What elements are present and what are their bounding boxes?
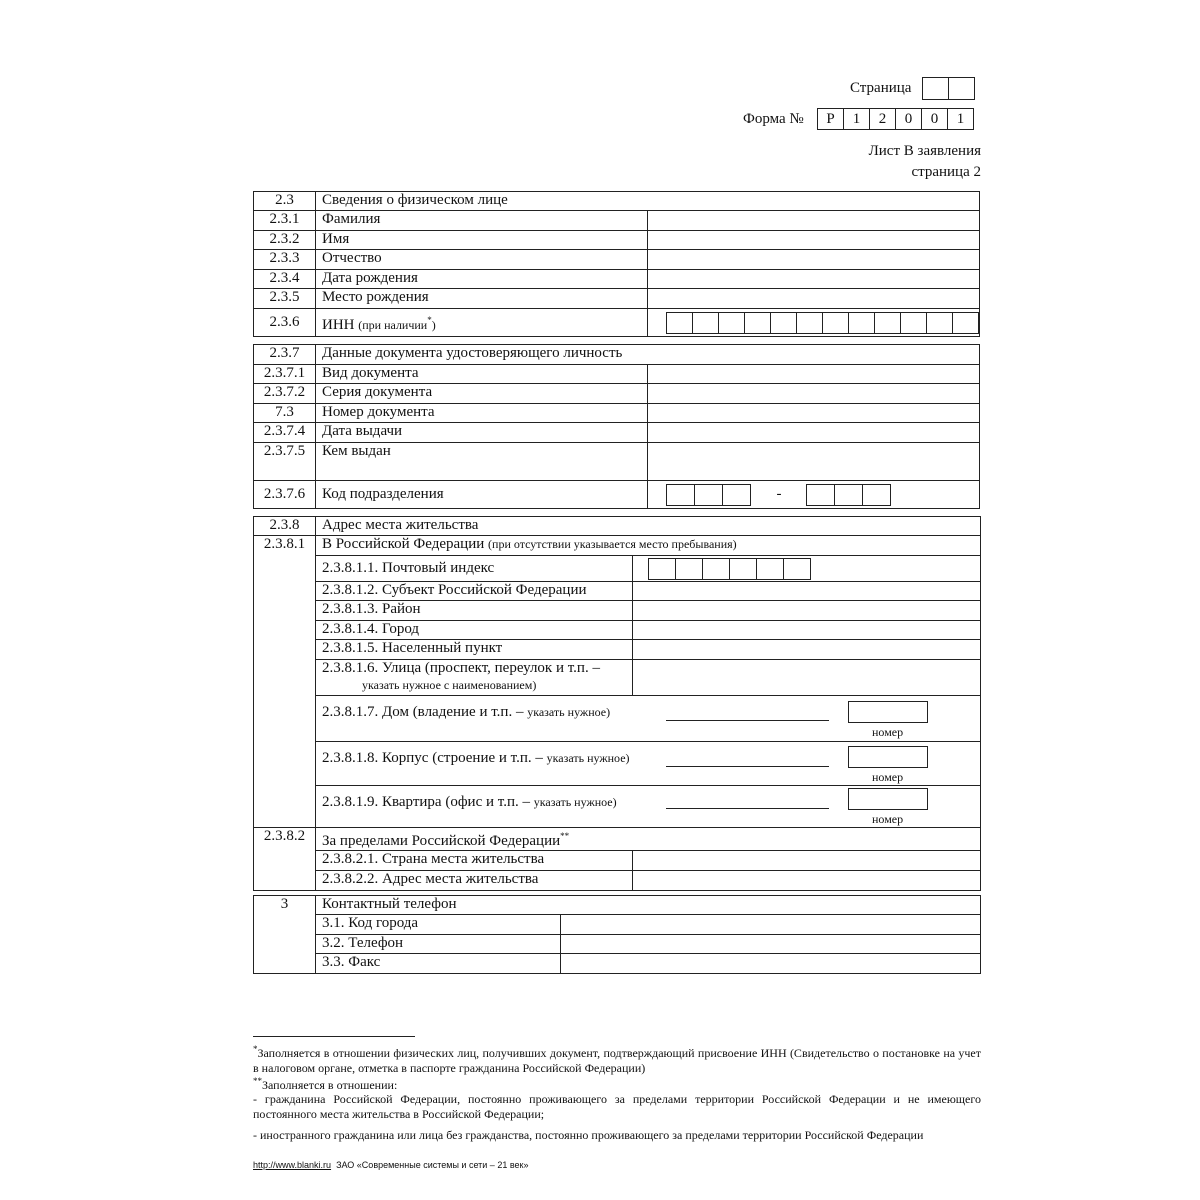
patronymic-field[interactable] — [648, 250, 980, 270]
rf-label: В Российской Федерации — [322, 536, 485, 552]
inn-digit-box[interactable] — [796, 312, 823, 334]
inn-digit-box[interactable] — [900, 312, 927, 334]
section-title: Адрес места жительства — [316, 517, 981, 536]
postal-code-box[interactable] — [648, 558, 676, 580]
house-number-label: номер — [872, 725, 904, 739]
corpus-number-box[interactable] — [848, 746, 928, 768]
inn-digit-box[interactable] — [744, 312, 771, 334]
doc-type-field[interactable] — [648, 365, 980, 384]
footnote-divider — [253, 1036, 415, 1037]
table-row — [254, 896, 981, 915]
sheet-page: страница 2 — [911, 164, 981, 180]
inn-digit-box[interactable] — [692, 312, 719, 334]
form-label: Форма № — [743, 111, 804, 127]
row-number: 2.3.8.2 — [254, 828, 316, 891]
table-row — [254, 935, 981, 954]
city-code-field[interactable] — [561, 915, 981, 935]
table-row — [254, 384, 980, 404]
form-code-char: 0 — [921, 108, 948, 130]
table-row — [254, 309, 980, 337]
form-code-boxes — [817, 108, 974, 130]
table-row — [254, 250, 980, 270]
region-field[interactable] — [633, 582, 981, 601]
table-row — [254, 270, 980, 289]
field-label: 3.1. Код города — [316, 915, 561, 935]
table-row — [254, 828, 981, 851]
field-label: Серия документа — [316, 384, 648, 404]
field-label: 2.3.8.2.2. Адрес места жительства — [316, 871, 633, 891]
corpus-label: 2.3.8.1.8. Корпус (строение и т.п. – — [322, 750, 543, 766]
company-name: ЗАО «Современные системы и сети – 21 век» — [336, 1160, 529, 1170]
contact-phone-table — [253, 895, 981, 974]
footnote-1 — [253, 1042, 981, 1076]
table-row — [254, 481, 980, 509]
corpus-number-label: номер — [872, 770, 904, 784]
table-row — [254, 423, 980, 443]
table-row — [254, 231, 980, 250]
page-number-box[interactable] — [948, 77, 975, 100]
table-row — [254, 621, 981, 640]
row-number: 2.3.4 — [254, 270, 316, 289]
sheet-title: Лист В заявления — [868, 143, 981, 159]
table-row — [254, 640, 981, 660]
house-note: указать нужное) — [527, 705, 611, 719]
row-number: 2.3.8 — [254, 517, 316, 536]
house-number-box[interactable] — [848, 701, 928, 723]
form-code-char: 1 — [843, 108, 870, 130]
division-code-box[interactable] — [722, 484, 751, 506]
field-label: Место рождения — [316, 289, 648, 309]
table-row — [254, 851, 981, 871]
field-label: 2.3.8.2.1. Страна места жительства — [316, 851, 633, 871]
inn-note-close: ) — [431, 317, 436, 332]
table-row — [254, 556, 981, 582]
field-label: Фамилия — [316, 211, 648, 231]
flat-label: 2.3.8.1.9. Квартира (офис и т.п. – — [322, 794, 530, 810]
inn-label: ИНН — [322, 316, 355, 333]
table-row — [254, 915, 981, 935]
field-label: Дата выдачи — [316, 423, 648, 443]
field-label: 2.3.8.1.5. Населенный пункт — [316, 640, 633, 660]
field-label: 3.3. Факс — [316, 954, 561, 974]
table-row — [254, 871, 981, 891]
corpus-note: указать нужное) — [546, 751, 630, 765]
issue-date-field[interactable] — [648, 423, 980, 443]
abroad-label: За пределами Российской Федерации — [322, 833, 561, 849]
page-number-box[interactable] — [922, 77, 949, 100]
field-label: 2.3.8.1.1. Почтовый индекс — [316, 556, 633, 582]
footnote-mark: ** — [560, 831, 570, 841]
fax-field[interactable] — [561, 954, 981, 974]
field-label — [316, 309, 648, 337]
field-label — [316, 828, 981, 851]
inn-cell — [648, 309, 980, 337]
rf-note: (при отсутствии указывается место пребывания) — [488, 537, 737, 551]
division-code-box[interactable] — [666, 484, 695, 506]
table-row — [254, 289, 980, 309]
table-row — [254, 536, 981, 556]
table-row — [254, 365, 980, 384]
corpus-type-line[interactable] — [666, 766, 829, 767]
row-number: 2.3.7.6 — [254, 481, 316, 509]
house-label: 2.3.8.1.7. Дом (владение и т.п. – — [322, 704, 524, 720]
page-label: Страница — [850, 80, 912, 96]
division-code-box[interactable] — [862, 484, 891, 506]
page-footer — [253, 1160, 528, 1170]
row-number: 2.3.3 — [254, 250, 316, 270]
form-code-char: 0 — [895, 108, 922, 130]
postal-code-boxes[interactable] — [648, 558, 980, 580]
table-row — [254, 660, 981, 696]
street-field[interactable] — [633, 660, 981, 696]
doc-number-field[interactable] — [648, 404, 980, 423]
inn-digit-boxes[interactable] — [666, 312, 979, 334]
field-label: Отчество — [316, 250, 648, 270]
table-row — [254, 211, 980, 231]
footnote-2-item-1: - гражданина Российской Федерации, постоянно проживающего за пределами территории Российской Федерации и не имеющего постоянного места жительства в Российской Федерации; — [253, 1092, 981, 1121]
section-title: Данные документа удостоверяющего личность — [316, 345, 980, 365]
footnote-mark: * — [427, 314, 432, 325]
division-code-boxes[interactable] — [666, 484, 979, 506]
field-label: Кем выдан — [316, 443, 648, 481]
abroad-country-field[interactable] — [633, 851, 981, 871]
form-code-char: 1 — [947, 108, 974, 130]
field-label: 2.3.8.1.2. Субъект Российской Федерации — [316, 582, 633, 601]
settlement-field[interactable] — [633, 640, 981, 660]
inn-note: (при наличии — [358, 317, 428, 332]
field-label: 2.3.8.1.4. Город — [316, 621, 633, 640]
flat-type-line[interactable] — [666, 808, 829, 809]
table-row — [254, 345, 980, 365]
abroad-address-field[interactable] — [633, 871, 981, 891]
row-number: 2.3.5 — [254, 289, 316, 309]
row-number: 2.3.8.1 — [254, 536, 316, 828]
field-label: Дата рождения — [316, 270, 648, 289]
inn-digit-box[interactable] — [718, 312, 745, 334]
inn-digit-box[interactable] — [770, 312, 797, 334]
postal-code-box[interactable] — [756, 558, 784, 580]
postal-code-box[interactable] — [702, 558, 730, 580]
division-code-cell — [648, 481, 980, 509]
division-code-box[interactable] — [694, 484, 723, 506]
field-label: Номер документа — [316, 404, 648, 423]
inn-digit-box[interactable] — [952, 312, 979, 334]
street-note: указать нужное с наименованием) — [362, 678, 537, 692]
field-label — [316, 660, 633, 696]
division-code-box[interactable] — [806, 484, 835, 506]
footnote-mark: ** — [253, 1076, 262, 1086]
row-number: 2.3.1 — [254, 211, 316, 231]
section-title: Сведения о физическом лице — [316, 192, 980, 211]
district-field[interactable] — [633, 601, 981, 621]
person-info-table — [253, 191, 980, 337]
form-code-char: 2 — [869, 108, 896, 130]
flat-note: указать нужное) — [533, 795, 617, 809]
site-link[interactable]: http://www.blanki.ru — [253, 1160, 332, 1170]
row-number: 2.3.7 — [254, 345, 316, 365]
inn-digit-box[interactable] — [926, 312, 953, 334]
table-row — [254, 517, 981, 536]
street-label: 2.3.8.1.6. Улица (проспект, переулок и т.п. – — [322, 660, 600, 676]
field-label: Имя — [316, 231, 648, 250]
row-number: 2.3.6 — [254, 309, 316, 337]
issued-by-field[interactable] — [648, 443, 980, 481]
city-field[interactable] — [633, 621, 981, 640]
field-label: Вид документа — [316, 365, 648, 384]
table-row — [254, 404, 980, 423]
division-code-box[interactable] — [834, 484, 863, 506]
row-number: 2.3 — [254, 192, 316, 211]
postal-code-box[interactable] — [729, 558, 757, 580]
row-number: 2.3.7.2 — [254, 384, 316, 404]
flat-number-label: номер — [872, 812, 904, 826]
page-number-boxes[interactable] — [922, 77, 975, 100]
inn-digit-box[interactable] — [666, 312, 693, 334]
row-number: 2.3.7.1 — [254, 365, 316, 384]
footnote-2 — [253, 1074, 981, 1093]
field-label: Код подразделения — [316, 481, 648, 509]
birth-place-field[interactable] — [648, 289, 980, 309]
birth-date-field[interactable] — [648, 270, 980, 289]
postal-code-cell — [633, 556, 981, 582]
phone-field[interactable] — [561, 935, 981, 954]
row-number: 7.3 — [254, 404, 316, 423]
field-label: 2.3.8.1.3. Район — [316, 601, 633, 621]
surname-field[interactable] — [648, 211, 980, 231]
flat-number-box[interactable] — [848, 788, 928, 810]
inn-digit-box[interactable] — [848, 312, 875, 334]
inn-digit-box[interactable] — [822, 312, 849, 334]
house-type-line[interactable] — [666, 720, 829, 721]
field-label: 3.2. Телефон — [316, 935, 561, 954]
field-label — [316, 536, 981, 556]
doc-series-field[interactable] — [648, 384, 980, 404]
identity-doc-table — [253, 344, 980, 509]
footnote-text: Заполняется в отношении физических лиц, получивших документ, подтверждающий присвоение ИНН (Свидетельство о постановке на учет в налоговом органе, отметка в паспорте гражданина Российской Федерации) — [253, 1046, 981, 1075]
postal-code-box[interactable] — [675, 558, 703, 580]
form-code-char: Р — [817, 108, 844, 130]
footnote-text: Заполняется в отношении: — [262, 1078, 398, 1092]
table-row — [254, 192, 980, 211]
table-row — [254, 582, 981, 601]
division-code-dash: - — [776, 486, 782, 502]
row-number: 2.3.7.4 — [254, 423, 316, 443]
row-number: 2.3.2 — [254, 231, 316, 250]
table-row — [254, 954, 981, 974]
inn-digit-box[interactable] — [874, 312, 901, 334]
row-number: 2.3.7.5 — [254, 443, 316, 481]
section-title: Контактный телефон — [316, 896, 981, 915]
table-row — [254, 601, 981, 621]
footnote-mark: * — [253, 1044, 258, 1054]
row-number: 3 — [254, 896, 316, 974]
postal-code-box[interactable] — [783, 558, 811, 580]
name-field[interactable] — [648, 231, 980, 250]
table-row — [254, 443, 980, 481]
footnote-2-item-2: - иностранного гражданина или лица без гражданства, постоянно проживающего за пределами территории Российской Федерации — [253, 1128, 924, 1142]
